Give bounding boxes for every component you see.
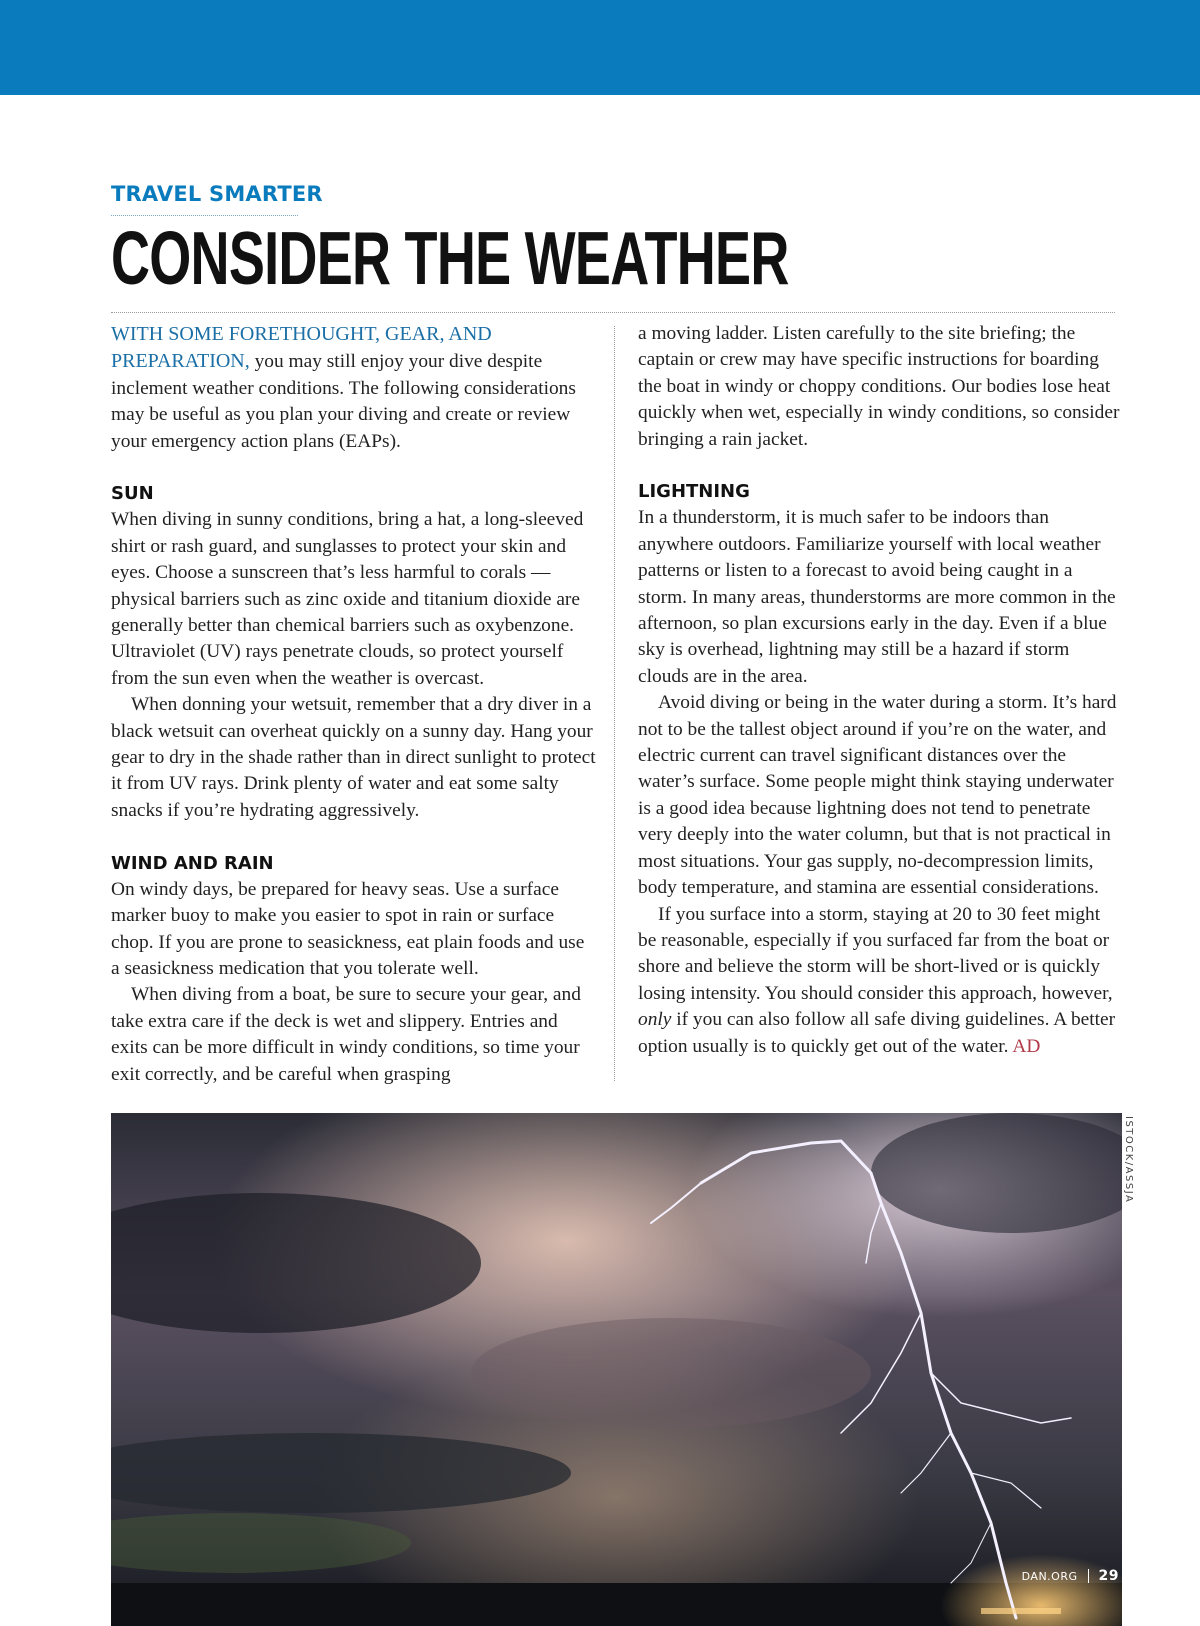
intro-text: you may still enjoy your dive despite inclement weather conditions. The following considerations may be useful as you plan your diving and create or review your emergency action plans (EAPs). — [111, 351, 576, 452]
sun-paragraph-2: When donning your wetsuit, remember that a dry diver in a black wetsuit can overheat quickly on a sunny day. Hang your gear to dry in the shade rather than in direct sunlight to protect it from UV rays. Drink plenty of water and eat some salty snacks if you’re hydrating aggressively. — [111, 694, 596, 821]
section-kicker: TRAVEL SMARTER — [111, 182, 323, 206]
page-number: 29 — [1098, 1568, 1119, 1584]
lightning-paragraph-1: In a thunderstorm, it is much safer to be indoors than anywhere outdoors. Familiarize yourself with local weather patterns or listen to a forecast to avoid being caught in a storm. In many areas, thunderstorms are more common in the afternoon, so plan excursions early in the day. Even if a blue sky is overhead, lightning may still be a hazard if storm clouds are in the area. — [638, 507, 1116, 687]
left-column — [111, 321, 596, 1088]
page-title: CONSIDER THE WEATHER — [111, 216, 789, 300]
column-divider — [614, 326, 615, 1081]
title-divider — [111, 312, 1115, 313]
photo-credit: ISTOCK/ASSJA — [1123, 1116, 1134, 1204]
storm-photo — [111, 1113, 1122, 1626]
lead-in: WITH SOME FORETHOUGHT, GEAR, AND PREPARATION, — [111, 323, 492, 373]
wind-rain-paragraph-continued: a moving ladder. Listen carefully to the site briefing; the captain or crew may have specific instructions for boarding the boat in windy or choppy conditions. Our bodies lose heat quickly when wet, especially in windy conditions, so consider bringing a rain jacket. — [638, 323, 1120, 450]
top-color-band — [0, 0, 1200, 95]
lightning-storm-image — [111, 1113, 1122, 1626]
right-column — [638, 321, 1120, 1060]
footer-separator — [1088, 1569, 1089, 1583]
intro-paragraph — [111, 321, 596, 455]
wind-rain-paragraph-2: When diving from a boat, be sure to secure your gear, and take extra care if the deck is wet and slippery. Entries and exits can be more difficult in windy conditions, so time your exit correctly, and be careful when grasping — [111, 984, 581, 1085]
wind-rain-paragraph-1: On windy days, be prepared for heavy seas. Use a surface marker buoy to make you easier to spot in rain or surface chop. If you are prone to seasickness, eat plain foods and use a seasickness medication that you tolerate well. — [111, 878, 585, 979]
page-footer — [1022, 1568, 1119, 1584]
emphasis-only: only — [638, 1009, 672, 1031]
lightning-paragraph-2: Avoid diving or being in the water during a storm. It’s hard not to be the tallest object around if you’re on the water, and electric current can travel significant distances over the water’s surface. Some people might think staying underwater is a good idea because lightning does not tend to penetrate very deeply into the water column, but that is not practical in most situations. Your gas supply, no-decompression limits, body temperature, and stamina are essential considerations. — [638, 692, 1117, 899]
sun-paragraph-1: When diving in sunny conditions, bring a hat, a long-sleeved shirt or rash guard, and sunglasses to protect your skin and eyes. Choose a sunscreen that’s less harmful to corals — physical barriers such as zinc oxide and titanium dioxide are generally better than chemical barriers such as oxybenzone. Ultraviolet (UV) rays penetrate clouds, so protect yourself from the sun even when the weather is overcast. — [111, 509, 584, 689]
sun-heading: SUN — [111, 483, 154, 505]
lightning-paragraph-3: If you surface into a storm, staying at 20 to 30 feet might be reasonable, especially if you surfaced far from the boat or shore and believe the storm will be short-lived or is quickly losing intensity. You should consider this approach, however, only if you can also follow all safe diving guidelines. A better option usually is to quickly get out of the water. AD — [638, 903, 1116, 1057]
end-mark: AD — [1012, 1035, 1041, 1057]
lightning-heading: LIGHTNING — [638, 481, 750, 503]
wind-rain-heading: WIND AND RAIN — [111, 852, 274, 874]
footer-site: DAN.ORG — [1021, 1569, 1078, 1583]
